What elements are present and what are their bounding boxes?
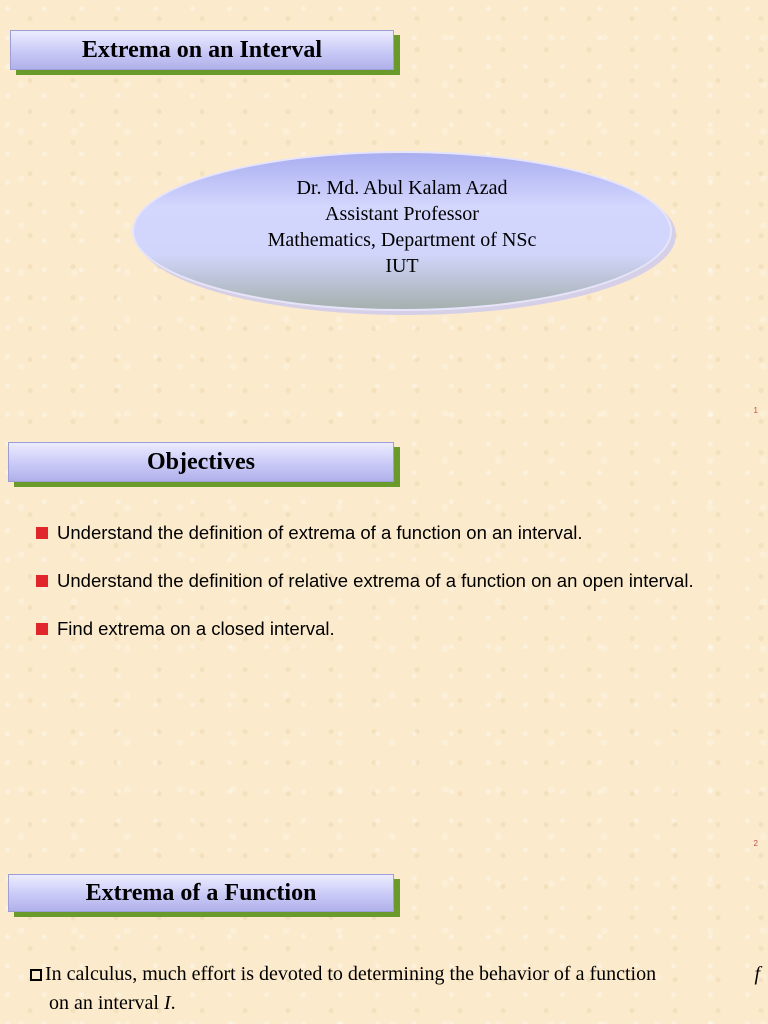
author-ellipse xyxy=(132,151,672,311)
slide-title-bar xyxy=(8,874,394,912)
hollow-square-bullet-icon xyxy=(30,969,42,981)
red-square-bullet-icon xyxy=(36,527,48,539)
red-square-bullet-icon xyxy=(36,623,48,635)
author-department: Mathematics, Department of NSc xyxy=(267,229,537,251)
paragraph-period: . xyxy=(170,992,176,1014)
slide-title: Extrema on an Interval xyxy=(81,36,323,63)
slide-3 xyxy=(0,856,768,1024)
list-item xyxy=(36,569,736,593)
paragraph-text: In calculus, much effort is devoted to determining the behavior of a function xyxy=(45,963,657,985)
slide-1 xyxy=(0,0,768,428)
list-item-text: Understand the definition of relative extrema of a function on an open interval. xyxy=(57,570,694,591)
interval-variable: I xyxy=(163,992,171,1014)
slide-title-bar xyxy=(8,442,394,482)
function-variable: f xyxy=(754,963,760,985)
paragraph-line xyxy=(30,960,760,989)
page-number: 2 xyxy=(753,839,758,848)
slide-title: Objectives xyxy=(147,448,255,475)
paragraph-text: on an interval xyxy=(49,992,159,1014)
author-position: Assistant Professor xyxy=(325,203,479,225)
list-item-text: Find extrema on a closed interval. xyxy=(57,618,335,639)
author-institution: IUT xyxy=(385,255,419,277)
intro-paragraph xyxy=(30,960,760,1018)
paragraph-start xyxy=(30,960,656,989)
red-square-bullet-icon xyxy=(36,575,48,587)
slide-2 xyxy=(0,428,768,856)
author-name: Dr. Md. Abul Kalam Azad xyxy=(296,177,508,199)
objectives-list xyxy=(36,521,736,665)
list-item xyxy=(36,521,736,545)
list-item-text: Understand the definition of extrema of a function on an interval. xyxy=(57,522,583,543)
paragraph-line xyxy=(30,989,760,1018)
slide-title: Extrema of a Function xyxy=(85,879,317,906)
page-number: 1 xyxy=(753,406,758,415)
slide-title-bar xyxy=(10,30,394,70)
list-item xyxy=(36,617,736,641)
